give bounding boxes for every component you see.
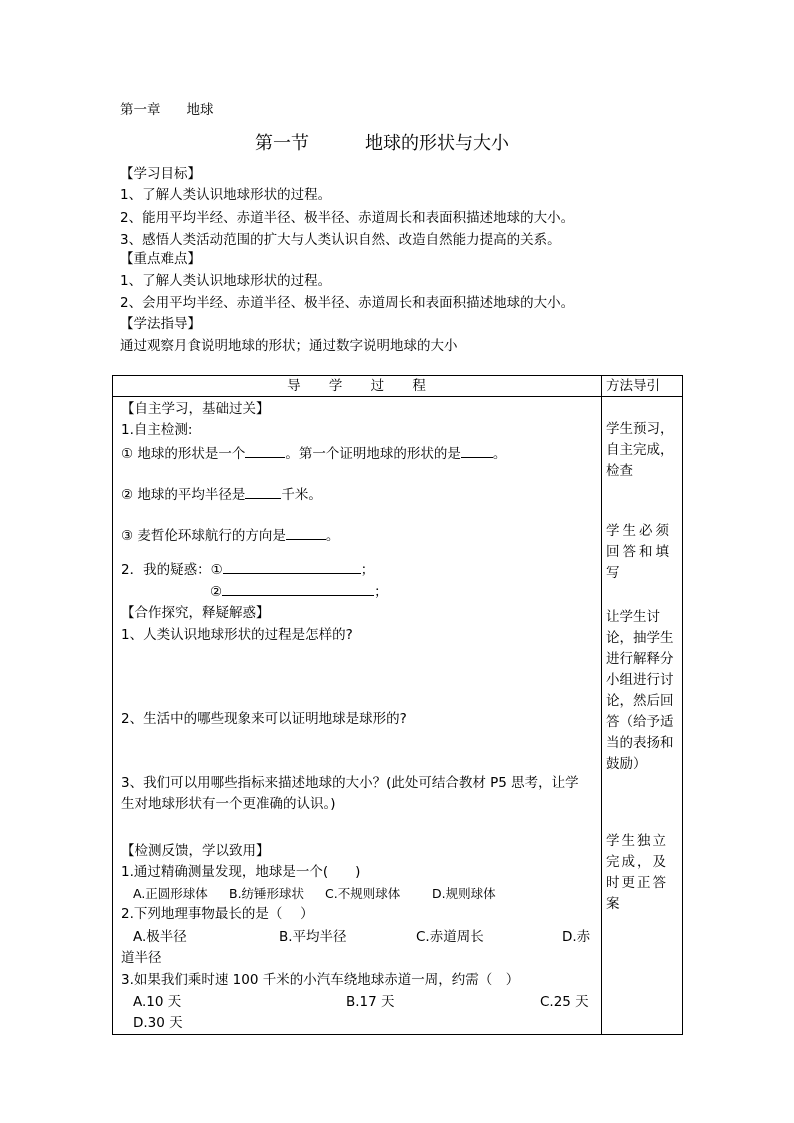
doubt-line-1: 2．我的疑惑：① ； xyxy=(121,559,595,581)
option[interactable]: D.赤 xyxy=(562,929,591,945)
table-header-process: 导 学 过 程 xyxy=(113,376,602,397)
chapter-number: 第一章 xyxy=(120,102,161,118)
chapter-title: 地球 xyxy=(186,102,214,118)
option[interactable]: B.平均半径 xyxy=(279,929,347,945)
question-radius: ② 地球的平均半径是 千米。 xyxy=(121,484,595,506)
method-note-4: 学生独立完成，及时更正答案 xyxy=(606,833,668,912)
doubt-line-2: ② ； xyxy=(121,581,595,603)
cooperate-question-3-cont: 生对地球形状有一个更准确的认识。) xyxy=(121,796,336,812)
answer-blank[interactable] xyxy=(461,443,493,458)
chapter-heading xyxy=(120,100,214,120)
feedback-question-1: 1.通过精确测量发现，地球是一个( ) xyxy=(121,864,361,880)
feedback-q2-wrap: 道半径 xyxy=(121,950,162,966)
option[interactable]: B.17 天 xyxy=(346,994,395,1010)
option[interactable]: B.纺锤形球状 xyxy=(229,886,305,901)
section-number: 第一节 xyxy=(255,133,309,154)
question-shape: ① 地球的形状是一个 。第一个证明地球的形状的是 。 xyxy=(121,443,595,465)
feedback-heading: 【检测反馈，学以致用】 xyxy=(121,843,270,859)
objective-1: 1、了解人类认识地球形状的过程。 xyxy=(120,187,332,203)
option[interactable]: A.10 天 xyxy=(133,994,182,1010)
objectives-heading: 【学习目标】 xyxy=(120,166,201,182)
option[interactable]: A.正圆形球体 xyxy=(133,886,208,901)
answer-blank[interactable] xyxy=(286,525,326,540)
table-header-method: 方法导引 xyxy=(602,376,683,397)
cooperate-heading: 【合作探究，释疑解惑】 xyxy=(121,605,270,621)
doubt-blank[interactable] xyxy=(223,559,361,574)
feedback-q1-options xyxy=(121,883,595,904)
answer-blank[interactable] xyxy=(245,484,281,499)
feedback-q3-options xyxy=(121,992,595,1013)
feedback-q2-options xyxy=(121,927,595,948)
option[interactable]: D.规则球体 xyxy=(432,886,496,901)
doubt-blank[interactable] xyxy=(222,581,374,596)
objective-2: 2、能用平均半经、赤道半径、极半径、赤道周长和表面积描述地球的大小。 xyxy=(120,210,575,226)
question-magellan: ③ 麦哲伦环球航行的方向是 。 xyxy=(121,525,595,547)
method-guide-cell xyxy=(602,397,683,1035)
learning-process-table xyxy=(112,375,683,1035)
cooperate-question-2: 2、生活中的哪些现象来可以证明地球是球形的? xyxy=(121,711,407,727)
key-point-2: 2、会用平均半经、赤道半径、极半径、赤道周长和表面积描述地球的大小。 xyxy=(120,295,575,311)
key-points-heading: 【重点难点】 xyxy=(120,251,201,267)
key-point-1: 1、了解人类认识地球形状的过程。 xyxy=(120,273,332,289)
method-text: 通过观察月食说明地球的形状；通过数字说明地球的大小 xyxy=(120,338,458,354)
feedback-q3-wrap[interactable]: D.30 天 xyxy=(133,1015,183,1031)
answer-blank[interactable] xyxy=(245,443,285,458)
method-heading: 【学法指导】 xyxy=(120,316,201,332)
option[interactable]: C.不规则球体 xyxy=(325,886,401,901)
self-check-title: 1.自主检测: xyxy=(121,422,193,438)
cooperate-question-3: 3、我们可以用哪些指标来描述地球的大小？(此处可结合教材 P5 思考，让学 xyxy=(121,775,579,791)
option[interactable]: A.极半径 xyxy=(133,929,187,945)
cooperate-question-1: 1、人类认识地球形状的过程是怎样的? xyxy=(121,627,353,643)
method-note-2: 学生必须回答和填写 xyxy=(606,523,672,581)
process-cell xyxy=(113,397,602,1035)
section-title: 地球的形状与大小 xyxy=(365,133,509,154)
option[interactable]: C.25 天 xyxy=(540,994,589,1010)
feedback-question-2: 2.下列地理事物最长的是（ ） xyxy=(121,906,314,922)
method-note-1: 学生预习，自主完成，检查 xyxy=(606,421,674,479)
section-heading xyxy=(255,132,509,156)
option[interactable]: C.赤道周长 xyxy=(416,929,484,945)
objective-3: 3、感悟人类活动范围的扩大与人类认识自然、改造自然能力提高的关系。 xyxy=(120,232,561,248)
feedback-question-3: 3.如果我们乘时速 100 千米的小汽车绕地球赤道一周，约需（ ） xyxy=(121,972,520,988)
self-study-heading: 【自主学习，基础过关】 xyxy=(121,401,270,417)
method-note-3: 让学生讨论，抽学生进行解释分小组进行讨论，然后回答（给予适当的表扬和鼓励） xyxy=(606,609,674,772)
